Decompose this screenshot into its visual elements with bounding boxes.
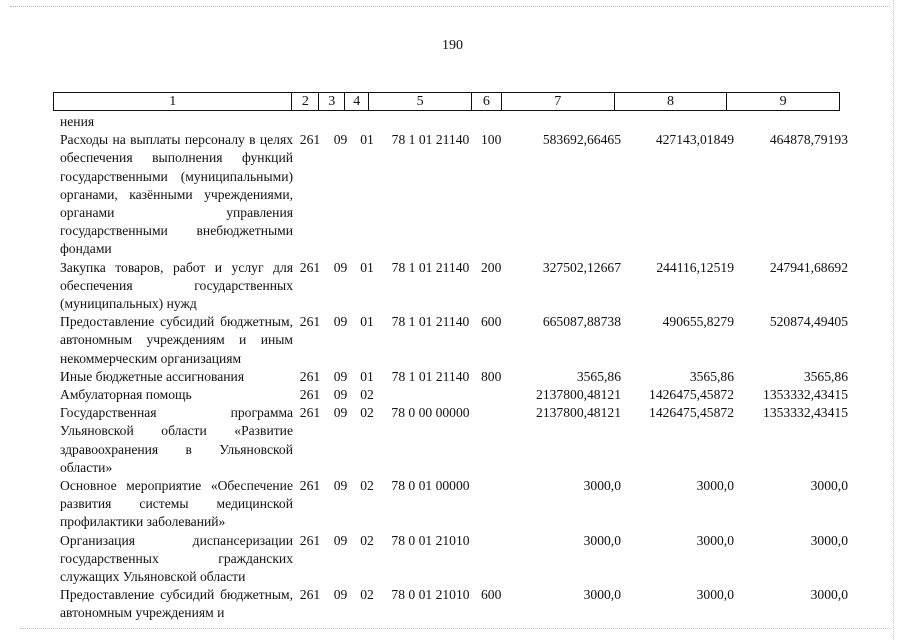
- code-section: 09: [333, 368, 348, 384]
- amount-col-9: 520874,49405: [769, 314, 848, 330]
- header-cell-9: 9: [779, 94, 787, 109]
- table-row: [60, 386, 848, 404]
- code-subsection: 01: [360, 259, 374, 275]
- header-cell-2: 2: [292, 93, 319, 110]
- table-row: [60, 532, 848, 587]
- table-row: [60, 313, 848, 368]
- amount-col-8: 427143,01849: [655, 132, 734, 148]
- amount-col-9: 247941,68692: [769, 259, 848, 275]
- code-subsection: 01: [360, 314, 374, 330]
- table-row: [60, 131, 848, 258]
- table-row: [60, 113, 845, 131]
- code-expense-type: [481, 404, 513, 477]
- header-cell-6: 6: [472, 93, 502, 110]
- amount-col-8: 1426475,45872: [649, 405, 734, 421]
- amount-col-7: 3000,0: [583, 532, 621, 548]
- code-subsection: 02: [360, 532, 374, 548]
- row-name: Амбулаторная помощь: [60, 387, 192, 403]
- amount-col-9: 1353332,43415: [763, 405, 848, 421]
- code-section: 09: [333, 478, 348, 494]
- row-name: Государственная программа Ульяновской области «Развитие здравоохранения в Ульяновской области»: [60, 405, 293, 475]
- amount-col-8: 3000,0: [696, 587, 734, 603]
- code-target-article: 78 1 01 21140: [391, 132, 470, 148]
- code-ministry: 261: [299, 587, 321, 603]
- amount-col-9: 1353332,43415: [763, 387, 848, 403]
- amount-col-8: 490655,8279: [662, 314, 734, 330]
- amount-col-9: 3000,0: [810, 532, 848, 548]
- code-ministry: 261: [299, 532, 321, 548]
- header-cell-8: 8: [615, 93, 728, 110]
- row-name: Организация диспансеризации государственных гражданских служащих Ульяновской области: [60, 532, 293, 585]
- header-cell-5: 5: [369, 93, 472, 110]
- amount-col-9: 464878,79193: [769, 132, 848, 148]
- table-row: [60, 259, 848, 314]
- amount-col-8: 244116,12519: [656, 259, 734, 275]
- code-expense-type: [481, 477, 513, 532]
- code-target-article: 78 0 00 00000: [391, 405, 470, 421]
- table-row: [60, 404, 848, 477]
- code-section: 09: [333, 387, 348, 403]
- code-ministry: 261: [299, 314, 321, 330]
- code-section: 09: [333, 532, 348, 548]
- code-target-article: 78 0 01 21010: [391, 532, 470, 548]
- code-ministry: 261: [299, 387, 321, 403]
- amount-col-9: 3000,0: [810, 478, 848, 494]
- row-name: нения: [60, 114, 95, 129]
- page-number: 190: [442, 38, 463, 53]
- amount-col-8: 3565,86: [689, 368, 734, 384]
- header-cell-1: 1: [54, 93, 292, 110]
- code-subsection: 02: [360, 405, 374, 421]
- header-cell-4: 4: [345, 93, 369, 110]
- code-section: 09: [333, 259, 348, 275]
- scan-artifact-right-edge: [893, 0, 895, 640]
- code-ministry: 261: [299, 132, 321, 148]
- amount-col-7: 327502,12667: [542, 259, 621, 275]
- row-name: Предоставление субсидий бюджетным, автономным учреждениям и: [60, 587, 293, 621]
- scan-artifact-top: [10, 6, 890, 9]
- amount-col-7: 3000,0: [583, 587, 621, 603]
- code-section: 09: [333, 132, 348, 148]
- code-target-article: 78 1 01 21140: [391, 259, 470, 275]
- code-section: 09: [333, 587, 348, 603]
- amount-col-8: 1426475,45872: [649, 387, 734, 403]
- table-row: [60, 586, 848, 622]
- code-ministry: 261: [299, 405, 321, 421]
- code-expense-type: 100: [481, 132, 502, 148]
- amount-col-8: 3000,0: [696, 478, 734, 494]
- code-expense-type: 600: [481, 314, 502, 330]
- code-section: 09: [333, 405, 348, 421]
- code-target-article: [380, 386, 481, 404]
- row-name: Предоставление субсидий бюджетным, автономным учреждениям и иным некоммерческим организациям: [60, 314, 293, 366]
- code-ministry: 261: [299, 259, 321, 275]
- code-target-article: 78 0 01 00000: [391, 478, 470, 494]
- amount-col-7: 3000,0: [583, 478, 621, 494]
- amount-col-7: 665087,88738: [542, 314, 621, 330]
- amount-col-7: 2137800,48121: [536, 405, 621, 421]
- amount-col-8: 3000,0: [696, 532, 734, 548]
- code-expense-type: 600: [481, 587, 502, 603]
- row-name: Иные бюджетные ассигнования: [60, 368, 245, 384]
- amount-col-7: 583692,66465: [542, 132, 621, 148]
- code-expense-type: 800: [481, 368, 502, 384]
- header-cell-3: 3: [319, 93, 345, 110]
- table-row: [60, 368, 848, 386]
- code-target-article: 78 1 01 21140: [391, 314, 470, 330]
- amount-col-7: 3565,86: [576, 368, 621, 384]
- table-row: [60, 477, 848, 532]
- row-name: Основное мероприятие «Обеспечение развития системы медицинской профилактики заболеваний»: [60, 478, 293, 530]
- code-expense-type: 200: [481, 259, 502, 275]
- code-expense-type: [481, 532, 513, 587]
- code-subsection: 02: [360, 387, 374, 403]
- code-section: 09: [333, 314, 348, 330]
- code-expense-type: [481, 386, 513, 404]
- amount-col-7: 2137800,48121: [536, 387, 621, 403]
- code-subsection: 01: [360, 132, 374, 148]
- code-subsection: 02: [360, 478, 374, 494]
- code-target-article: 78 0 01 21010: [391, 587, 470, 603]
- code-ministry: 261: [299, 478, 321, 494]
- row-name: Закупка товаров, работ и услуг для обеспечения государственных (муниципальных) нужд: [60, 259, 293, 312]
- scan-artifact-bottom: [20, 628, 890, 631]
- code-target-article: 78 1 01 21140: [391, 368, 470, 384]
- header-cell-7: 7: [502, 93, 615, 110]
- code-subsection: 01: [360, 368, 374, 384]
- table-body: [60, 113, 848, 623]
- row-name: Расходы на выплаты персоналу в целях обеспечения выполнения функций государственными (муниципальными) органами, казёнными учреждениями, органами управления государственными внебюджетными фондами: [60, 132, 293, 257]
- amount-col-9: 3565,86: [803, 368, 848, 384]
- code-ministry: 261: [299, 368, 321, 384]
- code-subsection: 02: [360, 587, 374, 603]
- amount-col-9: 3000,0: [810, 587, 848, 603]
- table-header-row: [53, 92, 840, 111]
